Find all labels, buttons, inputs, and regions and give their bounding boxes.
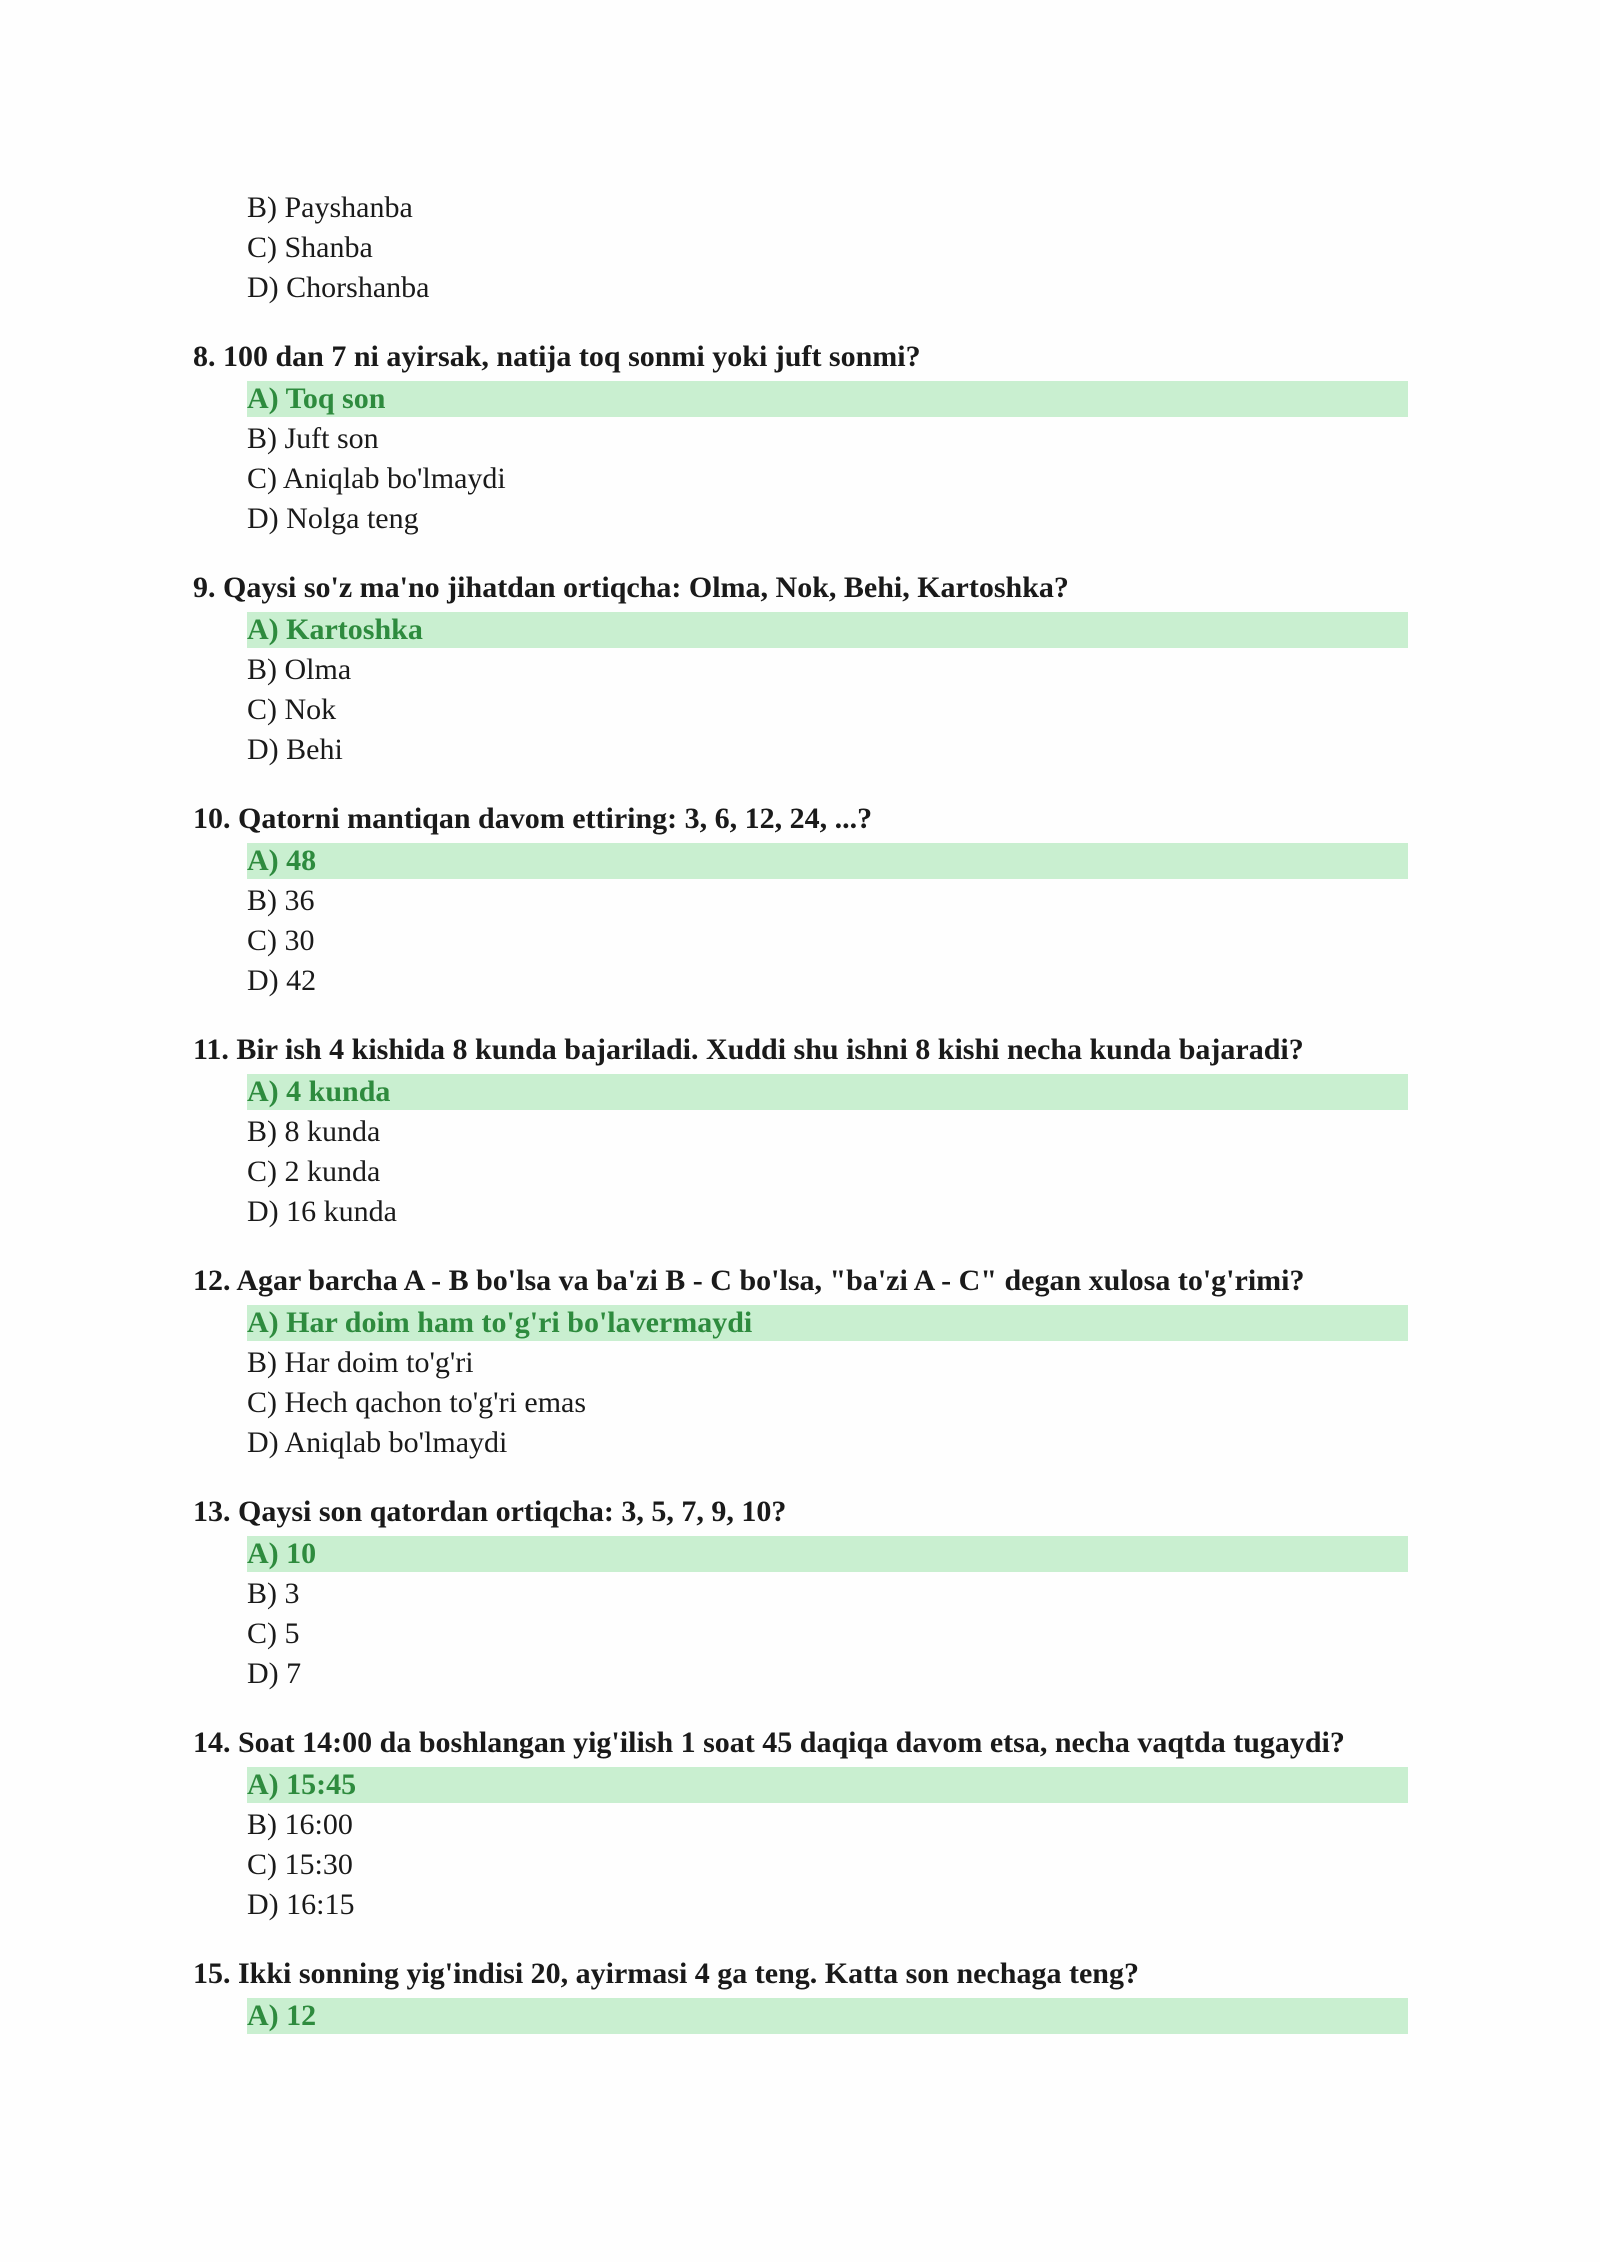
question-text: 12. Agar barcha A - B bo'lsa va ba'zi B - C bo'lsa, "ba'zi A - C" degan xulosa to'g'rimi? [193, 1264, 1305, 1297]
question-text: 15. Ikki sonning yig'indisi 20, ayirmasi 4 ga teng. Katta son nechaga teng? [193, 1957, 1139, 1990]
answer-option: B) 36 [247, 884, 315, 917]
answer-option: B) Juft son [247, 422, 379, 455]
question-text: 10. Qatorni mantiqan davom ettiring: 3, 6, 12, 24, ...? [193, 802, 873, 835]
answer-option: C) 15:30 [247, 1848, 353, 1881]
answer-option: D) 16:15 [247, 1888, 355, 1921]
answer-option: C) Aniqlab bo'lmaydi [247, 462, 506, 495]
correct-answer-option: A) Kartoshka [247, 612, 1408, 648]
answer-option: D) 42 [247, 964, 317, 997]
answer-option: B) Payshanba [247, 191, 413, 224]
options-list [247, 1998, 1408, 2034]
options-list [247, 1767, 1408, 1925]
question-text: 8. 100 dan 7 ni ayirsak, natija toq sonmi yoki juft sonmi? [193, 340, 921, 373]
question-block [193, 338, 1408, 539]
answer-option: D) 7 [247, 1657, 302, 1690]
options-list [247, 1305, 1408, 1463]
correct-answer-option: A) 4 kunda [247, 1074, 1408, 1110]
question-text: 14. Soat 14:00 da boshlangan yig'ilish 1 soat 45 daqiqa davom etsa, necha vaqtda tugaydi? [193, 1726, 1345, 1759]
answer-option: B) 3 [247, 1577, 300, 1610]
question-block [193, 1724, 1408, 1925]
question-block [193, 569, 1408, 770]
answer-option: D) Chorshanba [247, 271, 430, 304]
question-text: 11. Bir ish 4 kishida 8 kunda bajariladi. Xuddi shu ishni 8 kishi necha kunda bajaradi? [193, 1033, 1304, 1066]
answer-option: C) 5 [247, 1617, 300, 1650]
answer-option: C) Shanba [247, 231, 373, 264]
answer-option: B) 8 kunda [247, 1115, 381, 1148]
correct-answer-option: A) Har doim ham to'g'ri bo'lavermaydi [247, 1305, 1408, 1341]
question-block [193, 1262, 1408, 1463]
question-block [193, 1955, 1408, 2034]
question-text: 9. Qaysi so'z ma'no jihatdan ortiqcha: Olma, Nok, Behi, Kartoshka? [193, 571, 1069, 604]
answer-option: D) Behi [247, 733, 343, 766]
options-list [247, 843, 1408, 1001]
question-block [193, 800, 1408, 1001]
options-list [247, 1536, 1408, 1694]
answer-option: D) Aniqlab bo'lmaydi [247, 1426, 508, 1459]
options-list [247, 612, 1408, 770]
leading-options [247, 188, 1408, 308]
answer-option: C) Hech qachon to'g'ri emas [247, 1386, 587, 1419]
answer-option: D) Nolga teng [247, 502, 419, 535]
answer-option: C) 30 [247, 924, 315, 957]
question-block [193, 1493, 1408, 1694]
options-list [247, 1074, 1408, 1232]
answer-option: D) 16 kunda [247, 1195, 397, 1228]
answer-option: C) 2 kunda [247, 1155, 381, 1188]
options-list [247, 381, 1408, 539]
answer-option: B) Har doim to'g'ri [247, 1346, 474, 1379]
answer-option: C) Nok [247, 693, 337, 726]
question-text: 13. Qaysi son qatordan ortiqcha: 3, 5, 7, 9, 10? [193, 1495, 787, 1528]
correct-answer-option: A) 10 [247, 1536, 1408, 1572]
answer-option: B) 16:00 [247, 1808, 353, 1841]
correct-answer-option: A) 15:45 [247, 1767, 1408, 1803]
correct-answer-option: A) Toq son [247, 381, 1408, 417]
quiz-content [193, 188, 1408, 2036]
answer-option: B) Olma [247, 653, 352, 686]
correct-answer-option: A) 12 [247, 1998, 1408, 2034]
correct-answer-option: A) 48 [247, 843, 1408, 879]
question-block [193, 1031, 1408, 1232]
